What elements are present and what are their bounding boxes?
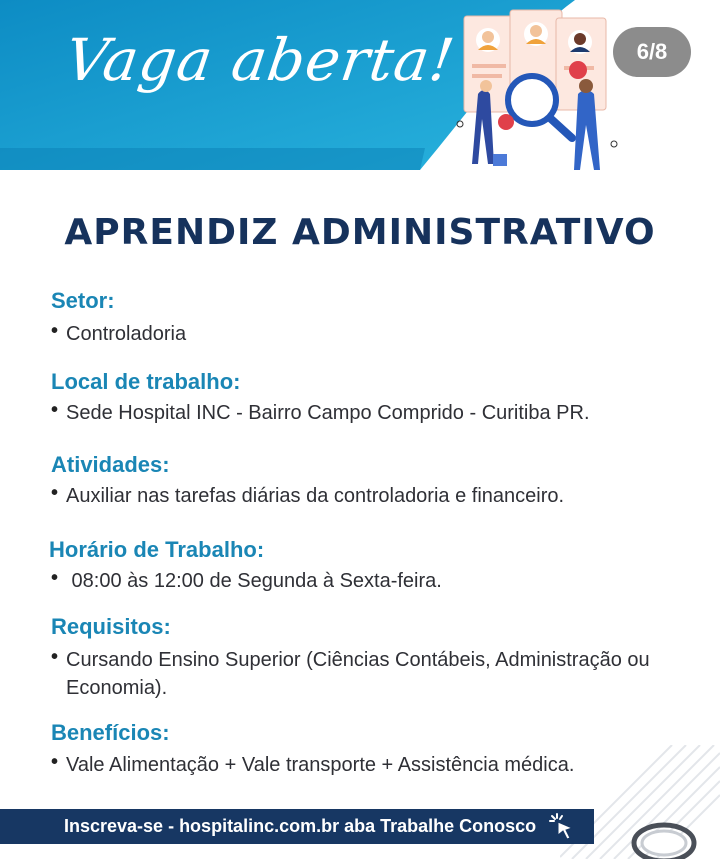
click-cursor-icon bbox=[548, 812, 578, 842]
bullet-icon: • bbox=[51, 751, 59, 773]
beneficios-item: • Vale Alimentação + Vale transporte + Assistência médica. bbox=[51, 751, 574, 779]
section-label-requisitos: Requisitos: bbox=[51, 614, 171, 639]
footer-cta-bar[interactable] bbox=[0, 809, 594, 844]
section-label-beneficios: Benefícios: bbox=[51, 720, 170, 745]
slide-counter-badge: 6/8 bbox=[613, 27, 691, 77]
recruitment-illustration bbox=[448, 4, 628, 174]
bullet-icon: • bbox=[51, 482, 59, 504]
section-label-setor: Setor: bbox=[51, 288, 115, 313]
header-banner bbox=[0, 0, 720, 175]
bullet-icon: • bbox=[51, 567, 59, 589]
section-label-atividades: Atividades: bbox=[51, 452, 170, 477]
bullet-icon: • bbox=[51, 399, 59, 421]
footer-cta-text: Inscreva-se - hospitalinc.com.br aba Trabalhe Conosco bbox=[64, 816, 537, 836]
vaga-aberta-title: Vaga aberta! bbox=[61, 26, 460, 94]
section-label-local: Local de trabalho: bbox=[51, 369, 241, 394]
bullet-icon: • bbox=[51, 646, 59, 668]
section-label-horario: Horário de Trabalho: bbox=[49, 537, 265, 562]
local-item: • Sede Hospital INC - Bairro Campo Comprido - Curitiba PR. bbox=[51, 399, 590, 427]
horario-item: • 08:00 às 12:00 de Segunda à Sexta-feira. bbox=[51, 567, 442, 595]
job-title: APRENDIZ ADMINISTRATIVO bbox=[64, 212, 656, 253]
setor-item: • Controladoria bbox=[51, 320, 186, 348]
requisitos-item: • Cursando Ensino Superior (Ciências Contábeis, Administração ou Economia). bbox=[51, 646, 671, 702]
atividades-item: • Auxiliar nas tarefas diárias da controladoria e financeiro. bbox=[51, 482, 564, 510]
bullet-icon: • bbox=[51, 320, 59, 342]
